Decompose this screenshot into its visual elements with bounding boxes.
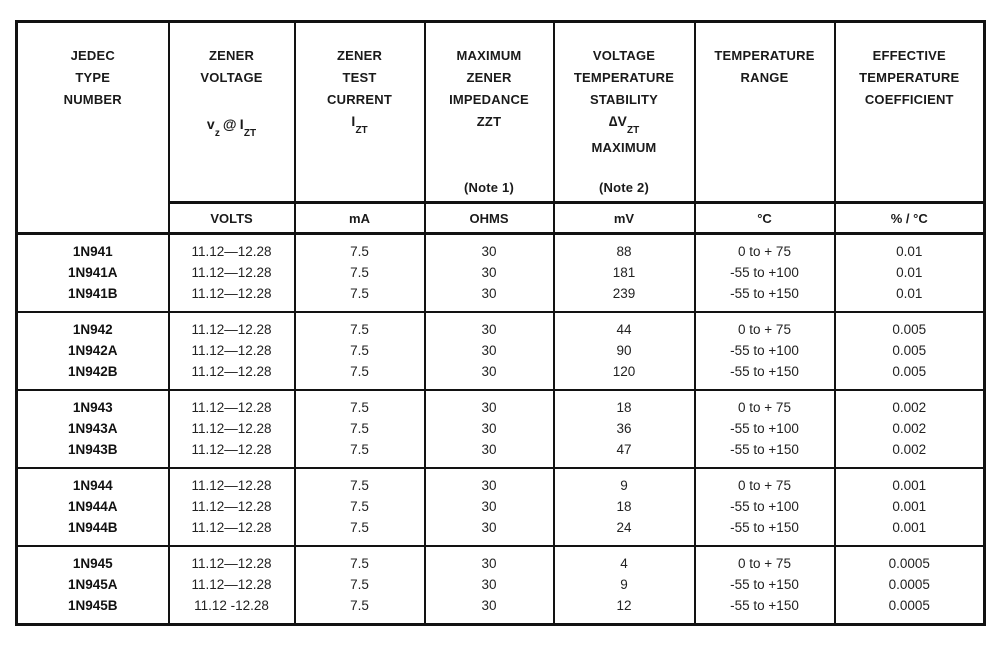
table-cell: 30 xyxy=(425,546,554,574)
table-cell: -55 to +100 xyxy=(695,496,835,517)
table-cell: -55 to +150 xyxy=(695,283,835,312)
table-row xyxy=(17,262,985,283)
group-1n943 xyxy=(17,390,985,468)
table-cell: 11.12—12.28 xyxy=(169,283,295,312)
table-cell: 30 xyxy=(425,595,554,625)
table-cell: 7.5 xyxy=(295,312,425,340)
table-cell: 0.002 xyxy=(835,390,985,418)
table-cell: 0.005 xyxy=(835,312,985,340)
delta-v-zt-formula: $\Delta V_{ZT}$ xyxy=(608,113,640,136)
table-cell: 18 xyxy=(554,390,695,418)
table-cell: 7.5 xyxy=(295,234,425,263)
unit-percent-per-celsius: % / °C xyxy=(835,203,985,234)
note-2-label: (Note 2) xyxy=(599,180,649,195)
type-number-cell: 1N945A xyxy=(17,574,169,595)
header-line: IMPEDANCE xyxy=(449,92,529,107)
table-cell: 0.0005 xyxy=(835,574,985,595)
header-line: VOLTAGE xyxy=(592,48,656,63)
group-1n942 xyxy=(17,312,985,390)
table-cell: -55 to +100 xyxy=(695,418,835,439)
table-cell: 30 xyxy=(425,496,554,517)
table-cell: 11.12—12.28 xyxy=(169,312,295,340)
type-number-cell: 1N944 xyxy=(17,468,169,496)
table-cell: 90 xyxy=(554,340,695,361)
type-number-cell: 1N942A xyxy=(17,340,169,361)
table-row xyxy=(17,340,985,361)
header-max-zener-impedance xyxy=(425,22,554,203)
zener-voltage-formula: $v_z@$ $I_{ZT}$ xyxy=(206,116,257,139)
table-cell: 30 xyxy=(425,418,554,439)
group-1n941 xyxy=(17,234,985,313)
table-cell: 7.5 xyxy=(295,340,425,361)
table-cell: 120 xyxy=(554,361,695,390)
table-cell: 30 xyxy=(425,439,554,468)
table-cell: 0 to + 75 xyxy=(695,312,835,340)
unit-ma: mA xyxy=(295,203,425,234)
type-number-cell: 1N941A xyxy=(17,262,169,283)
table-row xyxy=(17,234,985,263)
header-line: EFFECTIVE xyxy=(872,48,946,63)
table-cell: 11.12 -12.28 xyxy=(169,595,295,625)
type-number-cell: 1N942 xyxy=(17,312,169,340)
table-cell: 44 xyxy=(554,312,695,340)
table-cell: 11.12—12.28 xyxy=(169,361,295,390)
table-cell: 7.5 xyxy=(295,496,425,517)
note-1-label: (Note 1) xyxy=(464,180,514,195)
header-line: TYPE xyxy=(75,70,111,85)
table-cell: -55 to +150 xyxy=(695,574,835,595)
header-jedec-type-number xyxy=(17,22,169,234)
table-cell: 0.002 xyxy=(835,439,985,468)
header-line: ZENER xyxy=(466,70,512,85)
type-number-cell: 1N942B xyxy=(17,361,169,390)
table-cell: 0.002 xyxy=(835,418,985,439)
header-zener-voltage xyxy=(169,22,295,203)
table-cell: 11.12—12.28 xyxy=(169,574,295,595)
table-cell: 11.12—12.28 xyxy=(169,546,295,574)
test-current-formula: $I_{ZT}$ xyxy=(351,113,368,136)
table-row xyxy=(17,517,985,546)
zener-spec-table xyxy=(15,20,986,626)
type-number-cell: 1N944B xyxy=(17,517,169,546)
table-cell: 88 xyxy=(554,234,695,263)
header-line: CURRENT xyxy=(327,92,392,107)
header-line: STABILITY xyxy=(590,92,658,107)
table-cell: 0.01 xyxy=(835,262,985,283)
table-cell: 239 xyxy=(554,283,695,312)
table-cell: 11.12—12.28 xyxy=(169,340,295,361)
table-cell: 12 xyxy=(554,595,695,625)
table-cell: 0.001 xyxy=(835,468,985,496)
table-cell: 181 xyxy=(554,262,695,283)
table-cell: 0 to + 75 xyxy=(695,390,835,418)
table-cell: 7.5 xyxy=(295,390,425,418)
table-cell: 9 xyxy=(554,574,695,595)
header-line: TEMPERATURE xyxy=(573,70,675,85)
table-cell: 7.5 xyxy=(295,517,425,546)
header-line: ZZT xyxy=(476,114,502,129)
table-row xyxy=(17,439,985,468)
table-cell: 11.12—12.28 xyxy=(169,418,295,439)
table-cell: 30 xyxy=(425,283,554,312)
table-cell: -55 to +150 xyxy=(695,595,835,625)
table-cell: 7.5 xyxy=(295,546,425,574)
table-cell: 0.005 xyxy=(835,340,985,361)
table-cell: 30 xyxy=(425,340,554,361)
table-cell: -55 to +100 xyxy=(695,262,835,283)
header-line: MAXIMUM xyxy=(456,48,522,63)
unit-ohms: OHMS xyxy=(425,203,554,234)
table-cell: 11.12—12.28 xyxy=(169,496,295,517)
header-line: COEFFICIENT xyxy=(864,92,954,107)
type-number-cell: 1N945B xyxy=(17,595,169,625)
header-row xyxy=(17,22,985,203)
header-line: JEDEC xyxy=(70,48,115,63)
header-line: RANGE xyxy=(740,70,789,85)
table-cell: 0.0005 xyxy=(835,595,985,625)
header-line: TEST xyxy=(342,70,377,85)
table-row xyxy=(17,574,985,595)
table-cell: 30 xyxy=(425,468,554,496)
table-cell: 11.12—12.28 xyxy=(169,390,295,418)
table-cell: 11.12—12.28 xyxy=(169,262,295,283)
table-row xyxy=(17,390,985,418)
header-temperature-range xyxy=(695,22,835,203)
table-cell: 7.5 xyxy=(295,439,425,468)
type-number-cell: 1N943 xyxy=(17,390,169,418)
table-cell: 30 xyxy=(425,312,554,340)
table-cell: 30 xyxy=(425,517,554,546)
table-cell: -55 to +150 xyxy=(695,439,835,468)
header-effective-temp-coefficient xyxy=(835,22,985,203)
table-cell: 9 xyxy=(554,468,695,496)
type-number-cell: 1N945 xyxy=(17,546,169,574)
table-cell: 11.12—12.28 xyxy=(169,234,295,263)
table-row xyxy=(17,595,985,625)
table-cell: 47 xyxy=(554,439,695,468)
table-cell: 7.5 xyxy=(295,595,425,625)
table-row xyxy=(17,418,985,439)
table-header xyxy=(17,22,985,234)
table-cell: 7.5 xyxy=(295,262,425,283)
table-cell: -55 to +150 xyxy=(695,517,835,546)
table-cell: 30 xyxy=(425,390,554,418)
table-row xyxy=(17,468,985,496)
table-cell: 30 xyxy=(425,574,554,595)
table-cell: 0 to + 75 xyxy=(695,546,835,574)
header-line: MAXIMUM xyxy=(591,139,657,155)
table-cell: 0.01 xyxy=(835,234,985,263)
header-zener-test-current xyxy=(295,22,425,203)
type-number-cell: 1N943A xyxy=(17,418,169,439)
table-cell: 24 xyxy=(554,517,695,546)
header-line: ZENER xyxy=(336,48,383,63)
group-1n944 xyxy=(17,468,985,546)
table-cell: 30 xyxy=(425,234,554,263)
header-line: TEMPERATURE xyxy=(859,70,960,85)
table-cell: 0.001 xyxy=(835,517,985,546)
table-cell: 7.5 xyxy=(295,468,425,496)
header-line: NUMBER xyxy=(63,92,122,107)
type-number-cell: 1N941B xyxy=(17,283,169,312)
table-cell: -55 to +100 xyxy=(695,340,835,361)
header-line: ZENER xyxy=(208,48,255,63)
header-line: VOLTAGE xyxy=(200,70,263,85)
table-row xyxy=(17,283,985,312)
table-cell: 0.01 xyxy=(835,283,985,312)
table-cell: 30 xyxy=(425,262,554,283)
table-cell: 0.001 xyxy=(835,496,985,517)
table-cell: 7.5 xyxy=(295,283,425,312)
group-1n945 xyxy=(17,546,985,625)
table-cell: 36 xyxy=(554,418,695,439)
table-row xyxy=(17,312,985,340)
table-cell: 11.12—12.28 xyxy=(169,517,295,546)
table-row xyxy=(17,361,985,390)
unit-mv: mV xyxy=(554,203,695,234)
unit-celsius: °C xyxy=(695,203,835,234)
table-cell: 7.5 xyxy=(295,361,425,390)
type-number-cell: 1N941 xyxy=(17,234,169,263)
table-cell: 18 xyxy=(554,496,695,517)
table-row xyxy=(17,546,985,574)
table-cell: 4 xyxy=(554,546,695,574)
table-cell: 0 to + 75 xyxy=(695,468,835,496)
table-cell: 11.12—12.28 xyxy=(169,468,295,496)
table-cell: 7.5 xyxy=(295,418,425,439)
table-cell: -55 to +150 xyxy=(695,361,835,390)
header-voltage-temp-stability xyxy=(554,22,695,203)
type-number-cell: 1N944A xyxy=(17,496,169,517)
table-cell: 0.0005 xyxy=(835,546,985,574)
table-cell: 30 xyxy=(425,361,554,390)
table-cell: 11.12—12.28 xyxy=(169,439,295,468)
type-number-cell: 1N943B xyxy=(17,439,169,468)
table-row xyxy=(17,496,985,517)
unit-volts: VOLTS xyxy=(169,203,295,234)
table-cell: 0.005 xyxy=(835,361,985,390)
header-line: TEMPERATURE xyxy=(714,48,815,63)
table-cell: 7.5 xyxy=(295,574,425,595)
table-cell: 0 to + 75 xyxy=(695,234,835,263)
